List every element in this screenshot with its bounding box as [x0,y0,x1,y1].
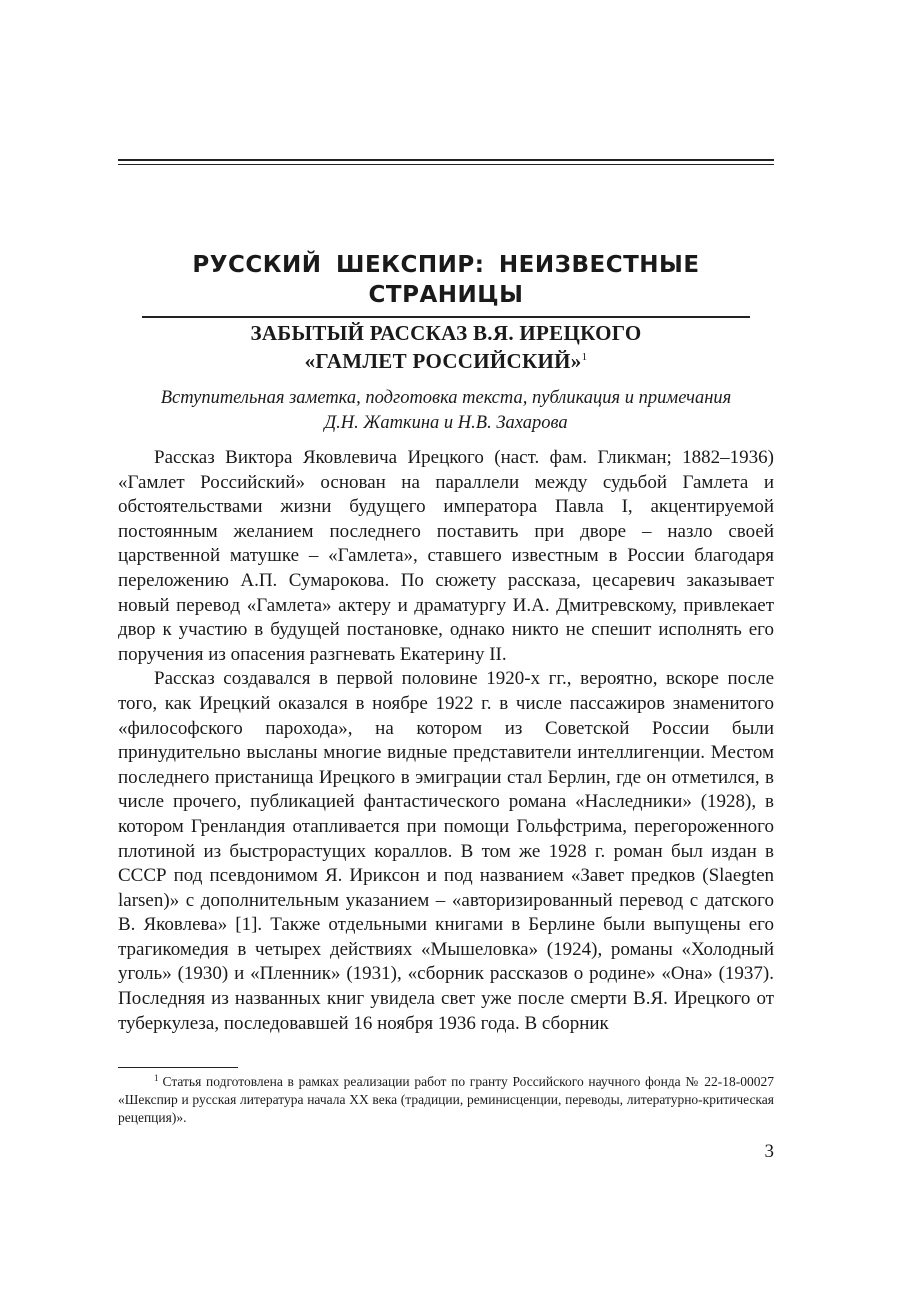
section-header: РУССКИЙ ШЕКСПИР: НЕИЗВЕСТНЫЕ СТРАНИЦЫ [142,250,750,318]
article-subtitle [118,386,774,436]
subtitle-authors: Д.Н. Жаткина и Н.В. Захарова [324,413,568,433]
top-double-rule [118,159,774,165]
article-title-line2: «ГАМЛЕТ РОССИЙСКИЙ» [304,349,582,373]
footnote [118,1073,774,1127]
paragraph-1: Рассказ Виктора Яковлевича Ирецкого (наст. фам. Гликман; 1882–1936) «Гамлет Российский» основан на параллели между судьбой Гамлета и обстоятельствами жизни будущего императора Павла I, акцентируемой постоянным желанием последнего поставить при дворе – назло своей царственной матушке – «Гамлета», ставшего известным в России благодаря переложению А.П. Сумарокова. По сюжету рассказа, цесаревич заказывает новый перевод «Гамлета» актеру и драматургу И.А. Дмитревскому, привлекает двор к участию в будущей постановке, однако никто не спешит исполнять его поручения из опасения разгневать Екатерину II. [118,447,774,665]
footnote-text: Статья подготовлена в рамках реализации работ по гранту Российского научного фонда № 22-18-00027 «Шекспир и русская литература начала XX века (традиции, реминисценции, переводы, литературно-критическая рецепция)». [118,1074,774,1125]
title-footnote-marker[interactable]: 1 [581,351,588,363]
footnote-marker: 1 [154,1072,159,1083]
body-text [118,446,774,1036]
article-title-line2-wrap [118,347,774,375]
page-number: 3 [764,1141,774,1162]
paragraph-2: Рассказ создавался в первой половине 1920-х гг., вероятно, вскоре после того, как Ирецкий оказался в ноябре 1922 г. в числе пассажиров знаменитого «философского парохода», на котором из Советской России были принудительно высланы многие видные представители интеллигенции. Местом последнего пристанища Ирецкого в эмиграции стал Берлин, где он отметился, в числе прочего, публикацией фантастического романа «Наследники» (1928), в котором Гренландия отапливается при помощи Гольфстрима, перегороженного плотиной из быстрорастущих кораллов. В том же 1928 г. роман был издан в СССР под псевдонимом Я. Ириксон и под названием «Завет предков (Slaegten larsen)» с дополнительным указанием – «авторизированный перевод с датского В. Яковлева» [1]. Также отдельными книгами в Берлине были выпущены его трагикомедия в четырех действиях «Мышеловка» (1924), романы «Холодный уголь» (1930) и «Пленник» (1931), «сборник рассказов о родине» «Она» (1937). Последняя из названных книг увидела свет уже после смерти В.Я. Ирецкого от туберкулеза, последовавшей 16 ноября 1936 года. В сборник [118,668,774,1034]
subtitle-line1: Вступительная заметка, подготовка текста, публикация и примечания [160,388,732,408]
book-page [118,0,774,1300]
footnote-rule [118,1067,238,1068]
article-title [118,319,774,375]
article-title-line1: ЗАБЫТЫЙ РАССКАЗ В.Я. ИРЕЦКОГО [250,321,642,345]
